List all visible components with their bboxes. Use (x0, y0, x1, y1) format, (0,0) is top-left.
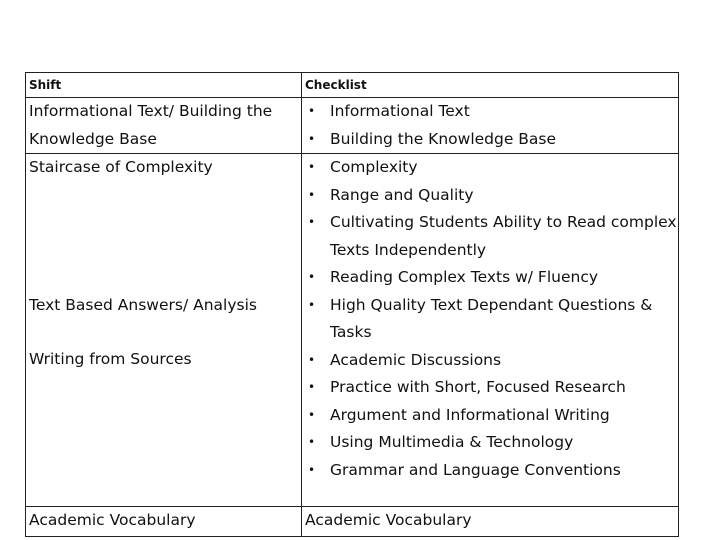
spacer (29, 319, 301, 346)
checklist-item-text: High Quality Text Dependant Questions & Tasks (330, 295, 653, 341)
shift-informational-line1: Informational Text/ Building the (29, 102, 273, 120)
checklist-item-text: Practice with Short, Focused Research (330, 378, 626, 396)
shift-cell-informational (26, 98, 302, 154)
checklist-item-text: Informational Text (330, 102, 470, 120)
list-item (305, 209, 678, 264)
table-row-complexity-analysis-writing (26, 154, 679, 507)
table-row-vocabulary (26, 507, 679, 537)
checklist-item-text: Using Multimedia & Technology (330, 433, 574, 451)
list-item (305, 402, 678, 430)
bullet-icon: • (308, 380, 316, 394)
table-header-row (26, 73, 679, 98)
checklist-item-text: Grammar and Language Conventions (330, 460, 621, 479)
shift-writing: Writing from Sources (29, 350, 192, 368)
bullet-icon: • (308, 462, 316, 477)
checklist-cell-informational (302, 98, 679, 154)
bullet-icon: • (308, 352, 316, 367)
list-item (305, 374, 678, 402)
bullet-icon: • (308, 215, 316, 229)
list-item (305, 126, 678, 154)
list-item (305, 98, 678, 126)
bullet-icon: • (308, 270, 316, 284)
checklist-cell-complexity-analysis-writing (302, 154, 679, 507)
shift-text-based: Text Based Answers/ Analysis (29, 295, 257, 314)
list-item (305, 347, 678, 375)
bullet-icon: • (308, 131, 316, 146)
checklist-item-text: Complexity (330, 158, 418, 176)
shifts-checklist-table (25, 72, 679, 537)
checklist-cell-vocabulary: Academic Vocabulary (302, 507, 679, 537)
checklist-item-text: Academic Discussions (330, 350, 502, 369)
checklist-item-text: Reading Complex Texts w/ Fluency (330, 268, 599, 286)
list-item (305, 182, 678, 210)
bullet-icon: • (308, 187, 316, 202)
shift-column-header: Shift (26, 73, 302, 98)
list-item (305, 264, 678, 292)
shift-cell-vocabulary: Academic Vocabulary (26, 507, 302, 537)
checklist-column-header: Checklist (302, 73, 679, 98)
shift-informational-line2: Knowledge Base (29, 129, 157, 148)
checklist-item-text: Building the Knowledge Base (330, 129, 557, 148)
list-item (305, 457, 678, 485)
checklist-item-text: Range and Quality (330, 185, 474, 204)
checklist-item-text: Cultivating Students Ability to Read complex Texts Independently (330, 213, 677, 259)
shift-cell-complexity-analysis-writing (26, 154, 302, 507)
list-item (305, 292, 678, 347)
bullet-icon: • (308, 297, 316, 312)
bullet-icon: • (308, 160, 316, 174)
bullet-icon: • (308, 407, 316, 422)
list-item (305, 429, 678, 457)
spacer (29, 182, 301, 292)
bullet-icon: • (308, 435, 316, 449)
bullet-icon: • (308, 104, 316, 118)
list-item (305, 154, 678, 182)
table-row-informational (26, 98, 679, 154)
shift-staircase: Staircase of Complexity (29, 158, 213, 176)
checklist-item-text: Argument and Informational Writing (330, 405, 610, 424)
